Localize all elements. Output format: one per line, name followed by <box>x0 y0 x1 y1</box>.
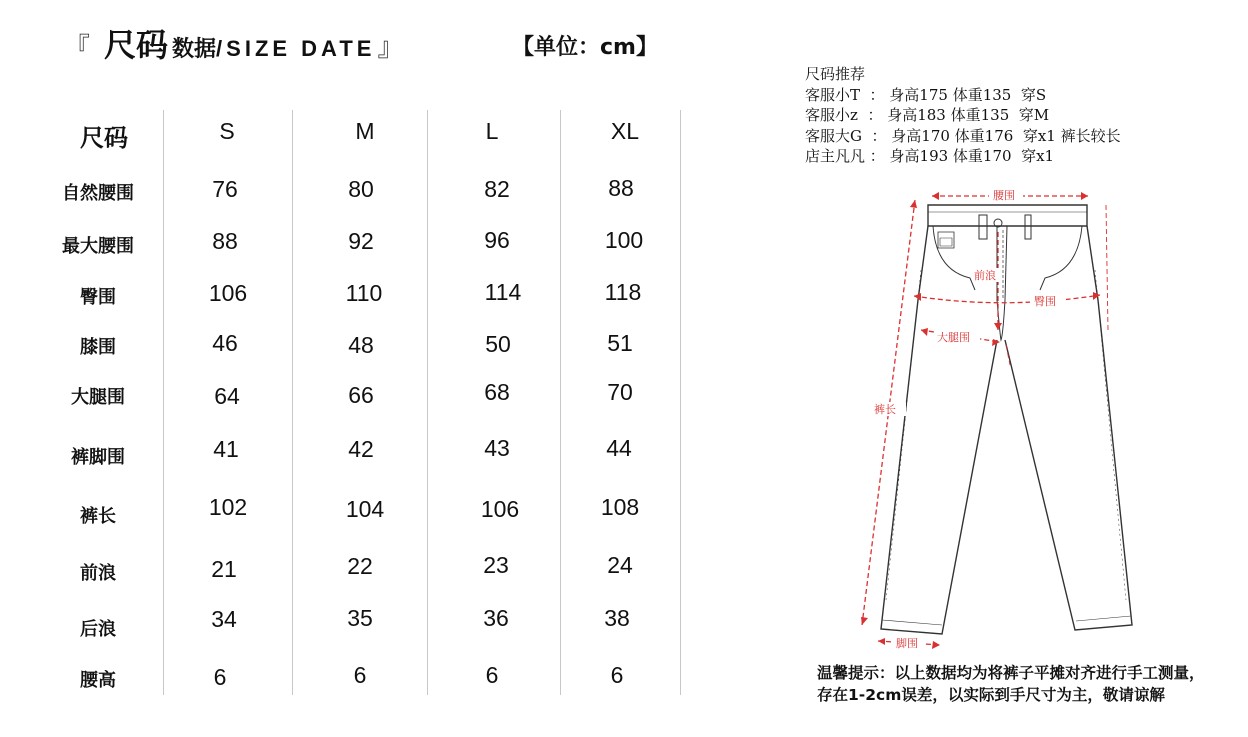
title-sub: 数据 <box>172 37 217 62</box>
size-recommendation <box>805 64 1121 167</box>
table-cell: 46 <box>212 330 238 356</box>
recommendation-line: 客服小z ： 身高183 体重135 穿M <box>805 106 1050 124</box>
table-cell: 88 <box>212 228 238 254</box>
table-cell: 6 <box>485 662 499 688</box>
table-cell: 6 <box>353 662 367 688</box>
hip-measure-line <box>914 295 1100 303</box>
row-label: 膝围 <box>80 337 116 358</box>
recommendation-line: 店主凡凡 ： 身高193 体重170 穿x1 <box>805 147 1055 165</box>
table-cell: 6 <box>213 664 227 690</box>
table-cell: 96 <box>484 227 510 253</box>
table-cell: 88 <box>608 175 634 201</box>
row-label: 臀围 <box>80 287 116 308</box>
table-cell: 35 <box>347 605 373 631</box>
pants-measurement-diagram <box>845 180 1145 655</box>
table-divider <box>292 110 293 695</box>
table-cell: 76 <box>212 176 238 202</box>
front-rise-label: 前浪 <box>974 269 996 282</box>
table-cell: 100 <box>604 227 644 253</box>
table-cell: 70 <box>607 379 633 405</box>
hem-label: 脚围 <box>896 637 918 650</box>
row-label: 最大腰围 <box>62 236 134 257</box>
row-label: 前浪 <box>80 563 116 584</box>
thigh-label: 大腿围 <box>937 331 970 344</box>
title-main: 尺码 <box>104 26 169 64</box>
title-english: /SIZE DATE <box>216 36 376 61</box>
table-cell: 43 <box>484 435 510 461</box>
page-title <box>64 20 403 70</box>
table-cell: 44 <box>606 435 632 461</box>
table-cell: 23 <box>483 552 509 578</box>
table-cell: 21 <box>211 556 237 582</box>
table-cell: 48 <box>348 332 374 358</box>
title-close-bracket: 』 <box>377 33 404 63</box>
table-cell: 6 <box>610 662 624 688</box>
table-cell: 24 <box>607 552 633 578</box>
size-header-m: M <box>355 118 375 144</box>
waist-label: 腰围 <box>993 189 1015 202</box>
table-cell: 92 <box>348 228 374 254</box>
row-label: 大腿围 <box>71 387 125 408</box>
recommendation-heading: 尺码推荐 <box>805 65 866 83</box>
size-header-xl: XL <box>610 118 640 144</box>
table-cell: 34 <box>211 606 237 632</box>
table-cell: 110 <box>345 280 383 306</box>
recommendation-line: 客服小T ： 身高175 体重135 穿S <box>805 85 1047 104</box>
table-cell: 108 <box>600 494 640 520</box>
table-cell: 82 <box>484 176 510 202</box>
row-label: 裤长 <box>80 506 116 527</box>
table-cell: 114 <box>484 279 522 305</box>
row-label: 腰高 <box>80 670 116 691</box>
row-label: 后浪 <box>80 619 116 640</box>
table-cell: 68 <box>484 379 510 405</box>
unit-label: 【单位：cm】 <box>512 35 658 60</box>
table-cell: 66 <box>348 382 374 408</box>
table-cell: 104 <box>345 496 385 522</box>
row-label: 自然腰围 <box>62 183 134 204</box>
table-cell: 106 <box>480 496 520 522</box>
table-divider <box>427 110 428 695</box>
pants-outline <box>881 205 1132 634</box>
size-header-l: L <box>485 118 499 144</box>
table-cell: 42 <box>348 436 374 462</box>
table-cell: 50 <box>485 331 511 357</box>
size-column-header: 尺码 <box>80 124 128 152</box>
warm-tip: 温馨提示：以上数据均为将裤子平摊对齐进行手工测量，存在1-2cm误差，以实际到手尺寸为主，敬请谅解 <box>817 664 1205 704</box>
length-label: 裤长 <box>874 403 896 416</box>
row-label: 裤脚围 <box>71 447 125 468</box>
table-cell: 64 <box>214 383 240 409</box>
table-cell: 80 <box>348 176 374 202</box>
table-cell: 36 <box>483 605 509 631</box>
hip-label: 臀围 <box>1034 295 1056 308</box>
table-cell: 41 <box>213 436 239 462</box>
title-open-bracket: 『 <box>64 33 91 63</box>
recommendation-line: 客服大G ： 身高170 体重176 穿x1 裤长较长 <box>805 126 1121 145</box>
table-cell: 118 <box>604 279 642 305</box>
table-cell: 22 <box>347 553 373 579</box>
table-cell: 102 <box>208 494 248 520</box>
table-cell: 51 <box>607 330 633 356</box>
size-header-s: S <box>219 118 235 144</box>
table-cell: 106 <box>208 280 248 306</box>
table-cell: 38 <box>604 605 630 631</box>
measurement-lines <box>862 196 1108 645</box>
